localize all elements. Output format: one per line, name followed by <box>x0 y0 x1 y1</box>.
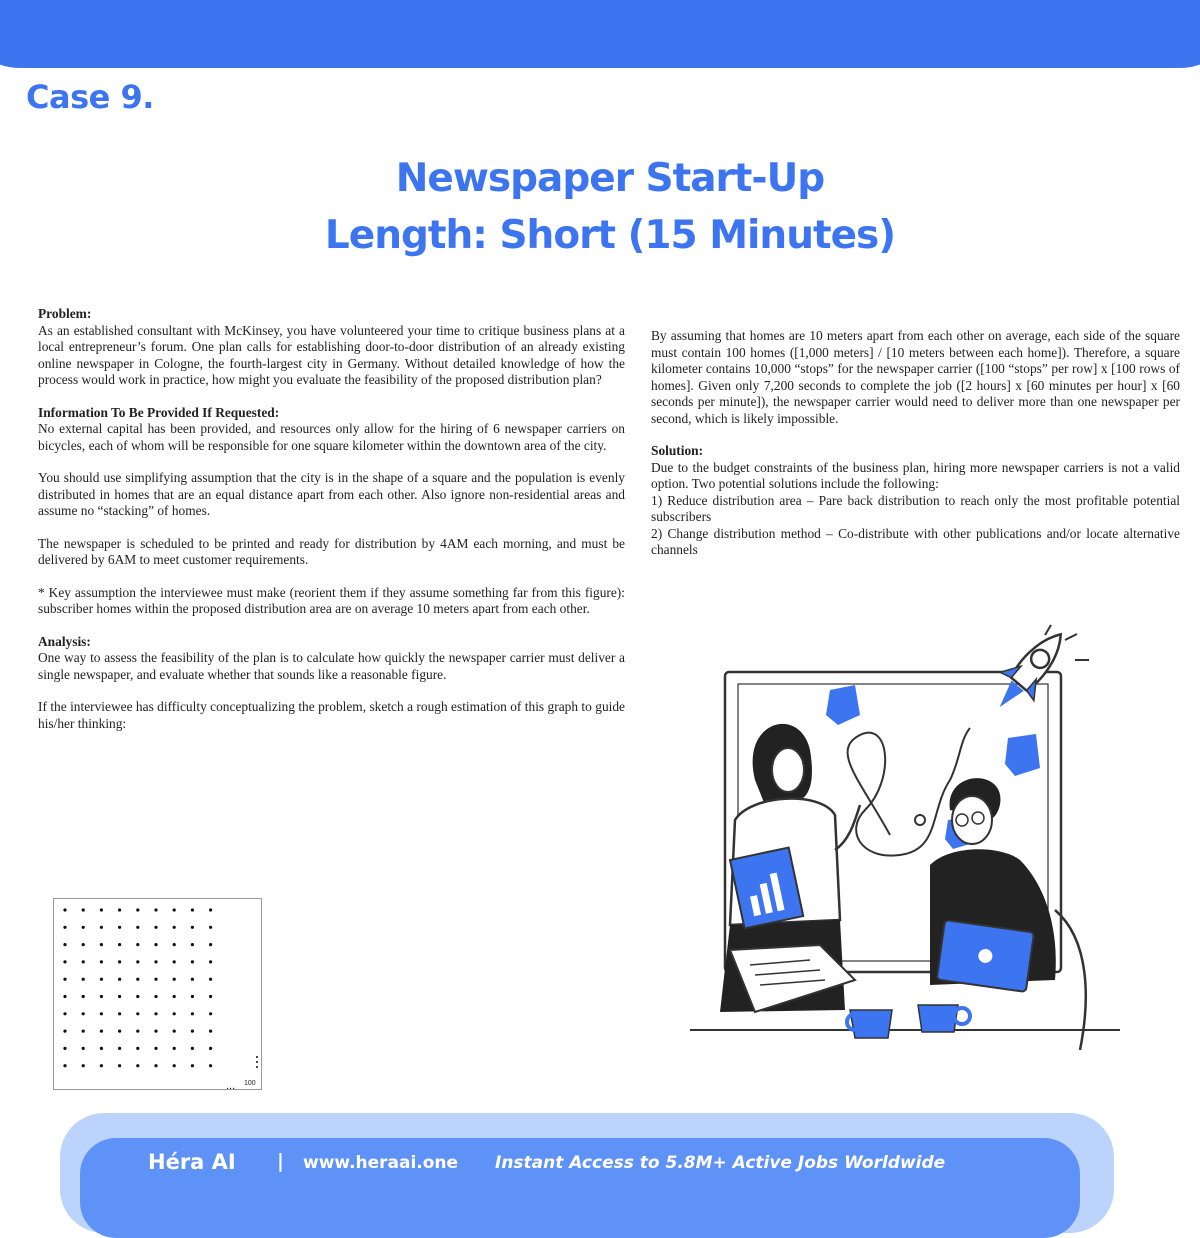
home-dot <box>136 978 139 981</box>
home-dot <box>118 995 121 998</box>
home-dot <box>191 1012 194 1015</box>
case-label: Case 9. <box>26 78 154 116</box>
home-dot <box>154 1030 157 1033</box>
home-dot <box>154 1047 157 1050</box>
info-text-schedule: The newspaper is scheduled to be printed and ready for distribution by 4AM each morning, and must be delivered by 6AM to meet customer requirements. <box>38 535 625 567</box>
home-dot <box>63 995 66 998</box>
home-dot <box>136 1030 139 1033</box>
home-dot <box>173 926 176 929</box>
home-dot <box>118 926 121 929</box>
home-dot <box>100 943 103 946</box>
home-dot <box>191 908 194 911</box>
case-text-left-column <box>38 306 625 732</box>
home-dot <box>82 995 85 998</box>
home-dot <box>100 1047 103 1050</box>
home-dot <box>154 943 157 946</box>
home-dot <box>82 926 85 929</box>
home-dot <box>154 995 157 998</box>
home-dot <box>118 943 121 946</box>
home-dot <box>173 1012 176 1015</box>
footer-website-link[interactable]: www.heraai.one <box>303 1153 459 1173</box>
home-dot <box>209 1030 212 1033</box>
home-dot <box>191 995 194 998</box>
home-dot <box>118 978 121 981</box>
home-dot <box>173 908 176 911</box>
solution-item-2: 2) Change distribution method – Co-distribute with other publications and/or locate alternative channels <box>651 525 1180 557</box>
home-dot <box>173 1064 176 1067</box>
home-dot <box>118 1047 121 1050</box>
home-dot <box>63 978 66 981</box>
solution-heading: Solution: <box>651 443 704 458</box>
home-dot <box>173 1030 176 1033</box>
home-dot <box>173 995 176 998</box>
home-dot <box>209 1064 212 1067</box>
footer-brand: Héra AI <box>148 1150 236 1174</box>
home-dot <box>136 926 139 929</box>
home-dot <box>209 1047 212 1050</box>
home-dot <box>118 960 121 963</box>
home-dot <box>209 1012 212 1015</box>
home-dot <box>191 978 194 981</box>
home-dot <box>136 1012 139 1015</box>
home-dot <box>82 1064 85 1067</box>
info-text-assumption: You should use simplifying assumption that the city is in the shape of a square and the population is evenly distributed in homes that are an equal distance apart from each other. Also ignore non-residential areas and assume no “stacking” of homes. <box>38 470 625 518</box>
home-dot <box>136 1047 139 1050</box>
analysis-heading: Analysis: <box>38 633 91 649</box>
home-dot <box>82 960 85 963</box>
home-dot <box>136 908 139 911</box>
home-dot <box>191 1064 194 1067</box>
footer-tagline: Instant Access to 5.8M+ Active Jobs Worldwide <box>495 1153 946 1173</box>
home-dot <box>136 960 139 963</box>
home-dot <box>100 1064 103 1067</box>
home-dot <box>154 978 157 981</box>
home-dot <box>100 1012 103 1015</box>
home-dot <box>136 1064 139 1067</box>
home-dot <box>100 908 103 911</box>
info-text-capital: No external capital has been provided, and resources only allow for the hiring of 6 newspaper carriers on bicycles, each of whom will be responsible for one square kilometer within the downtown area of the city. <box>38 421 625 453</box>
home-dot <box>100 995 103 998</box>
homes-grid-dots <box>54 899 261 1089</box>
home-dot <box>82 978 85 981</box>
home-dot <box>209 926 212 929</box>
home-dot <box>209 960 212 963</box>
home-dot <box>63 943 66 946</box>
home-dot <box>82 1012 85 1015</box>
home-dot <box>100 1030 103 1033</box>
home-dot <box>63 960 66 963</box>
page-title: Newspaper Start-Up <box>395 156 825 201</box>
analysis-continued: By assuming that homes are 10 meters apart from each other on average, each side of the square must contain 100 homes ([1,000 meters] / [10 meters between each home]). Therefore, a square kilometer contains 10,000 “stops” for the newspaper carrier ([100 “stops” per row] x [100 rows of homes]. Given only 7,200 seconds to complete the job ([2 hours] x [60 minutes per hour] x [60 seconds per minute]), the newspaper carrier would need to deliver more than one newspaper per second, which is likely impossible. <box>651 328 1180 426</box>
page-subtitle: Length: Short (15 Minutes) <box>324 213 896 258</box>
home-dot <box>209 978 212 981</box>
home-dot <box>63 908 66 911</box>
grid-vertical-ellipsis-dot <box>256 1066 258 1068</box>
home-dot <box>154 1012 157 1015</box>
home-dot <box>191 1030 194 1033</box>
home-dot <box>209 995 212 998</box>
analysis-sketch-hint: If the interviewee has difficulty conceptualizing the problem, sketch a rough estimation of this graph to guide his/her thinking: <box>38 699 625 731</box>
home-dot <box>154 926 157 929</box>
home-dot <box>154 960 157 963</box>
home-dot <box>100 926 103 929</box>
home-dot <box>63 1030 66 1033</box>
home-dot <box>191 960 194 963</box>
solution-item-1: 1) Reduce distribution area – Pare back distribution to reach only the most profitable potential subscribers <box>651 492 1180 524</box>
home-dot <box>173 943 176 946</box>
home-dot <box>154 1064 157 1067</box>
home-dot <box>118 1064 121 1067</box>
home-dot <box>136 943 139 946</box>
home-dot <box>82 908 85 911</box>
home-dot <box>63 926 66 929</box>
home-dot <box>82 1030 85 1033</box>
grid-horizontal-ellipsis: ... <box>226 1080 236 1089</box>
home-dot <box>63 1012 66 1015</box>
home-dot <box>191 1047 194 1050</box>
home-dot <box>154 908 157 911</box>
home-dot <box>173 1047 176 1050</box>
home-dot <box>191 943 194 946</box>
home-dot <box>173 978 176 981</box>
home-dot <box>63 1047 66 1050</box>
home-dot <box>173 960 176 963</box>
info-heading: Information To Be Provided If Requested: <box>38 404 280 420</box>
home-dot <box>63 1064 66 1067</box>
home-dot <box>209 908 212 911</box>
home-dot <box>118 1012 121 1015</box>
home-dot <box>191 926 194 929</box>
case-text-right-column <box>651 328 1180 559</box>
home-dot <box>82 943 85 946</box>
top-banner <box>0 0 1200 68</box>
footer-separator: | <box>277 1150 284 1172</box>
team-illustration <box>660 620 1120 1050</box>
grid-edge-label: 100 <box>244 1080 256 1087</box>
home-dot <box>209 943 212 946</box>
grid-vertical-ellipsis-dot <box>256 1056 258 1058</box>
solution-text: Due to the budget constraints of the business plan, hiring more newspaper carriers is not a valid option. Two potential solutions include the following: <box>651 459 1180 491</box>
grid-vertical-ellipsis-dot <box>256 1061 258 1063</box>
home-dot <box>136 995 139 998</box>
home-dot <box>100 960 103 963</box>
problem-heading: Problem: <box>38 306 92 321</box>
problem-text: As an established consultant with McKinsey, you have volunteered your time to critique business plans at a local entrepreneur’s forum. One plan calls for establishing door-to-door distribution of an already existing online newspaper in Cologne, the fourth-largest city in Germany. Without detailed knowledge of how the process would work in practice, how might you evaluate the feasibility of the proposed distribution plan? <box>38 322 625 387</box>
info-text-key-assumption: * Key assumption the interviewee must make (reorient them if they assume something far from this figure): subscriber homes within the proposed distribution area are on average 10 meters apart from each other. <box>38 584 625 616</box>
home-dot <box>118 1030 121 1033</box>
analysis-text: One way to assess the feasibility of the plan is to calculate how quickly the newspaper carrier must deliver a single newspaper, and evaluate whether that sounds like a reasonable figure. <box>38 650 625 682</box>
home-dot <box>118 908 121 911</box>
home-dot <box>100 978 103 981</box>
home-dot <box>82 1047 85 1050</box>
homes-grid-figure <box>53 898 262 1090</box>
